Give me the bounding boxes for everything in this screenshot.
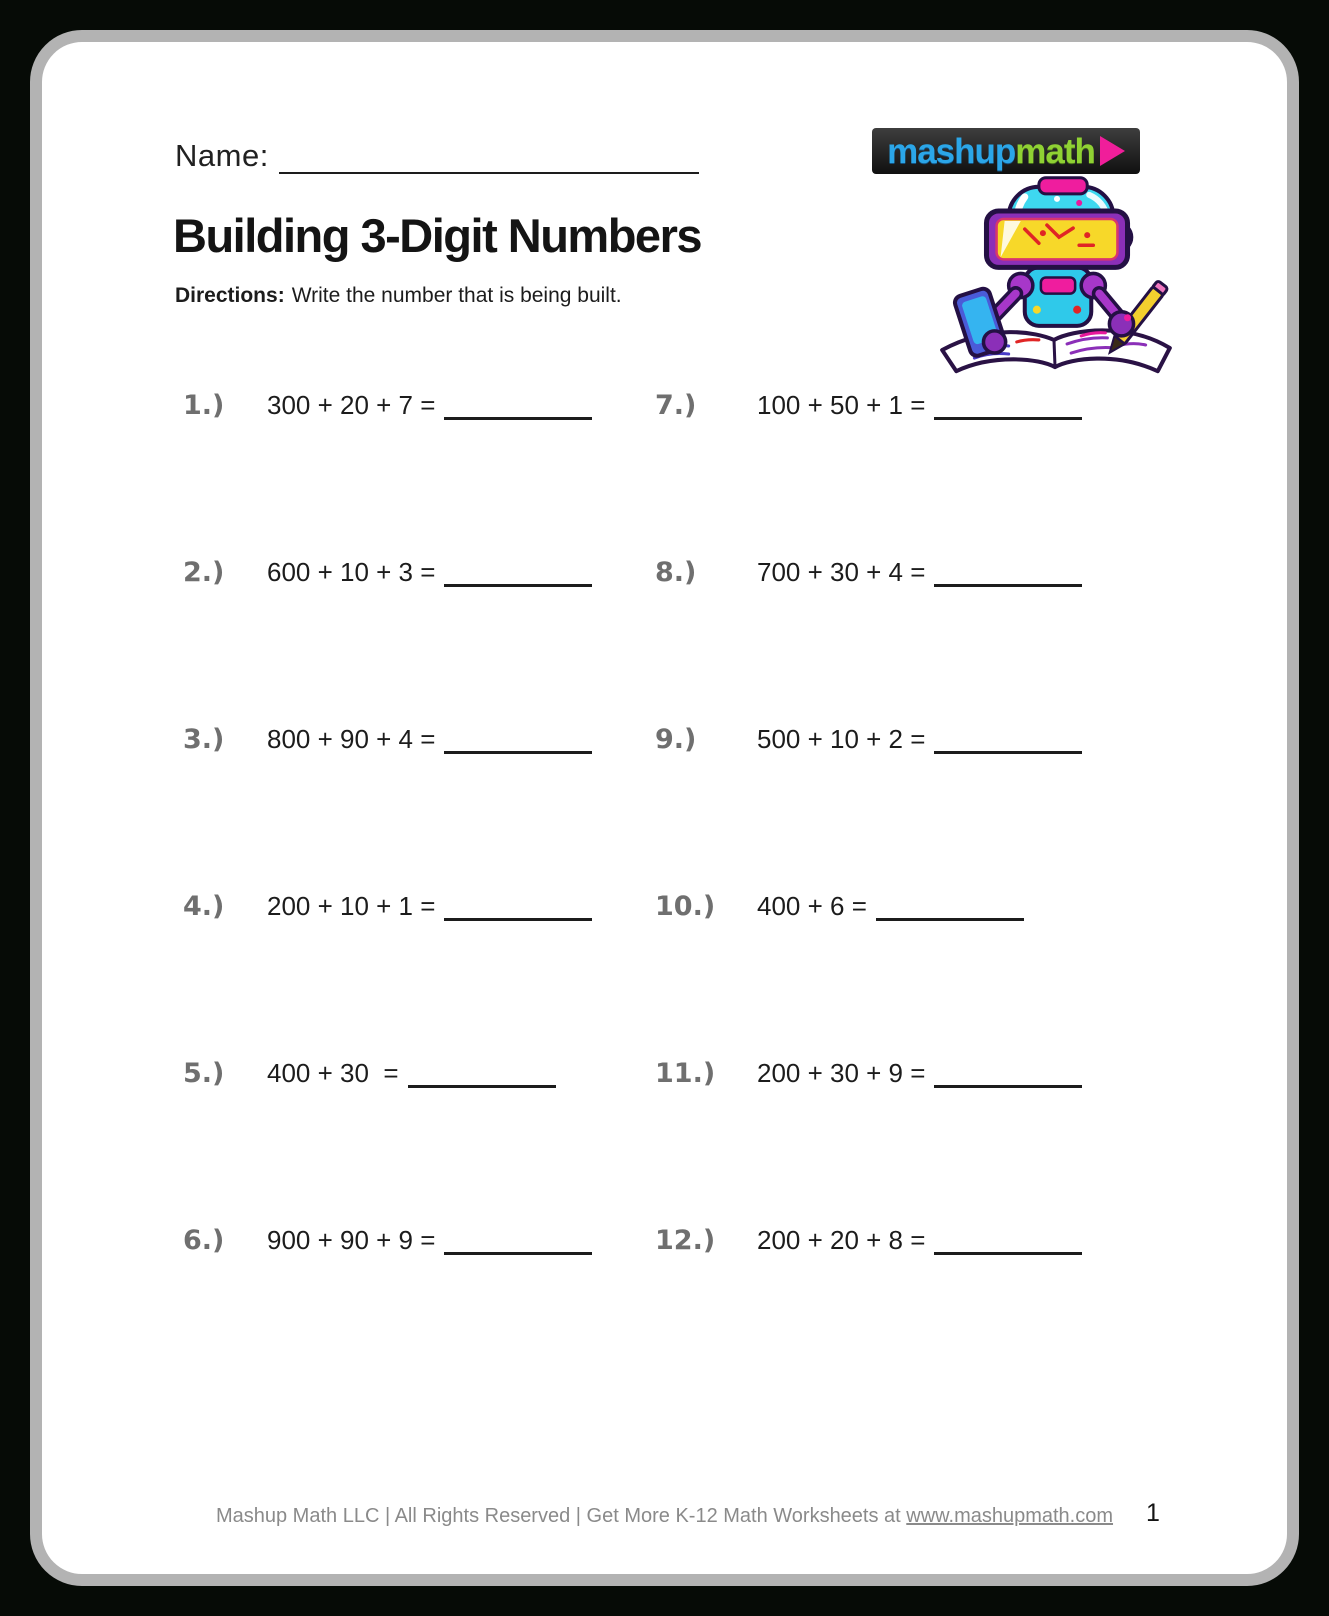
footer-website-link[interactable]: www.mashupmath.com	[906, 1505, 1114, 1527]
logo-text-mashup: mashup	[887, 131, 1016, 171]
answer-blank	[934, 584, 1082, 587]
answer-blank	[934, 1085, 1082, 1088]
mashupmath-logo	[872, 128, 1140, 174]
problem-number: 10.)	[655, 891, 716, 922]
problem-expression: 100 + 50 + 1 =	[757, 390, 926, 420]
problem-8	[655, 557, 1082, 588]
problem-expression: 400 + 30 =	[267, 1058, 399, 1088]
problem-number: 2.)	[183, 557, 225, 588]
name-blank-line	[279, 138, 699, 174]
answer-blank	[444, 1252, 592, 1255]
directions	[175, 284, 622, 308]
name-label: Name:	[175, 138, 269, 173]
problem-3	[183, 724, 592, 755]
logo-text-math: math	[1015, 131, 1095, 171]
problem-number: 1.)	[183, 390, 225, 421]
answer-blank	[444, 417, 592, 420]
answer-blank	[934, 751, 1082, 754]
answer-blank	[934, 1252, 1082, 1255]
page-title: Building 3-Digit Numbers	[173, 209, 701, 262]
problem-6	[183, 1225, 592, 1256]
problem-number: 4.)	[183, 891, 225, 922]
answer-blank	[876, 918, 1024, 921]
problem-expression: 500 + 10 + 2 =	[757, 724, 926, 754]
problem-expression: 200 + 10 + 1 =	[267, 891, 436, 921]
problem-number: 5.)	[183, 1058, 225, 1089]
problem-expression: 200 + 30 + 9 =	[757, 1058, 926, 1088]
answer-blank	[408, 1085, 556, 1088]
footer-text: Mashup Math LLC | All Rights Reserved | Get More K-12 Math Worksheets at	[215, 1505, 907, 1527]
problem-expression: 800 + 90 + 4 =	[267, 724, 436, 754]
problem-12	[655, 1225, 1082, 1256]
page-number: 1	[1146, 1499, 1160, 1527]
name-row	[175, 138, 699, 174]
problem-number: 11.)	[655, 1058, 716, 1089]
problem-5	[183, 1058, 556, 1089]
problem-expression: 300 + 20 + 7 =	[267, 390, 436, 420]
answer-blank	[934, 417, 1082, 420]
problem-expression: 900 + 90 + 9 =	[267, 1225, 436, 1255]
problem-number: 6.)	[183, 1225, 225, 1256]
problem-number: 8.)	[655, 557, 697, 588]
problem-number: 3.)	[183, 724, 225, 755]
answer-blank	[444, 584, 592, 587]
answer-blank	[444, 918, 592, 921]
problem-number: 12.)	[655, 1225, 716, 1256]
robot-writing-illustration	[920, 172, 1192, 390]
problem-7	[655, 390, 1082, 421]
worksheet-page	[30, 30, 1299, 1586]
problem-number: 7.)	[655, 390, 697, 421]
problem-expression: 200 + 20 + 8 =	[757, 1225, 926, 1255]
problem-4	[183, 891, 592, 922]
problem-expression: 600 + 10 + 3 =	[267, 557, 436, 587]
directions-label: Directions:	[175, 284, 285, 307]
directions-text: Write the number that is being built.	[291, 284, 622, 307]
problem-11	[655, 1058, 1082, 1089]
problem-expression: 400 + 6 =	[757, 891, 867, 921]
problem-number: 9.)	[655, 724, 697, 755]
problem-9	[655, 724, 1082, 755]
answer-blank	[444, 751, 592, 754]
problem-10	[655, 891, 1024, 922]
play-triangle-icon	[1100, 136, 1125, 166]
problem-2	[183, 557, 592, 588]
problem-1	[183, 390, 592, 421]
problem-expression: 700 + 30 + 4 =	[757, 557, 926, 587]
footer	[42, 1505, 1287, 1528]
